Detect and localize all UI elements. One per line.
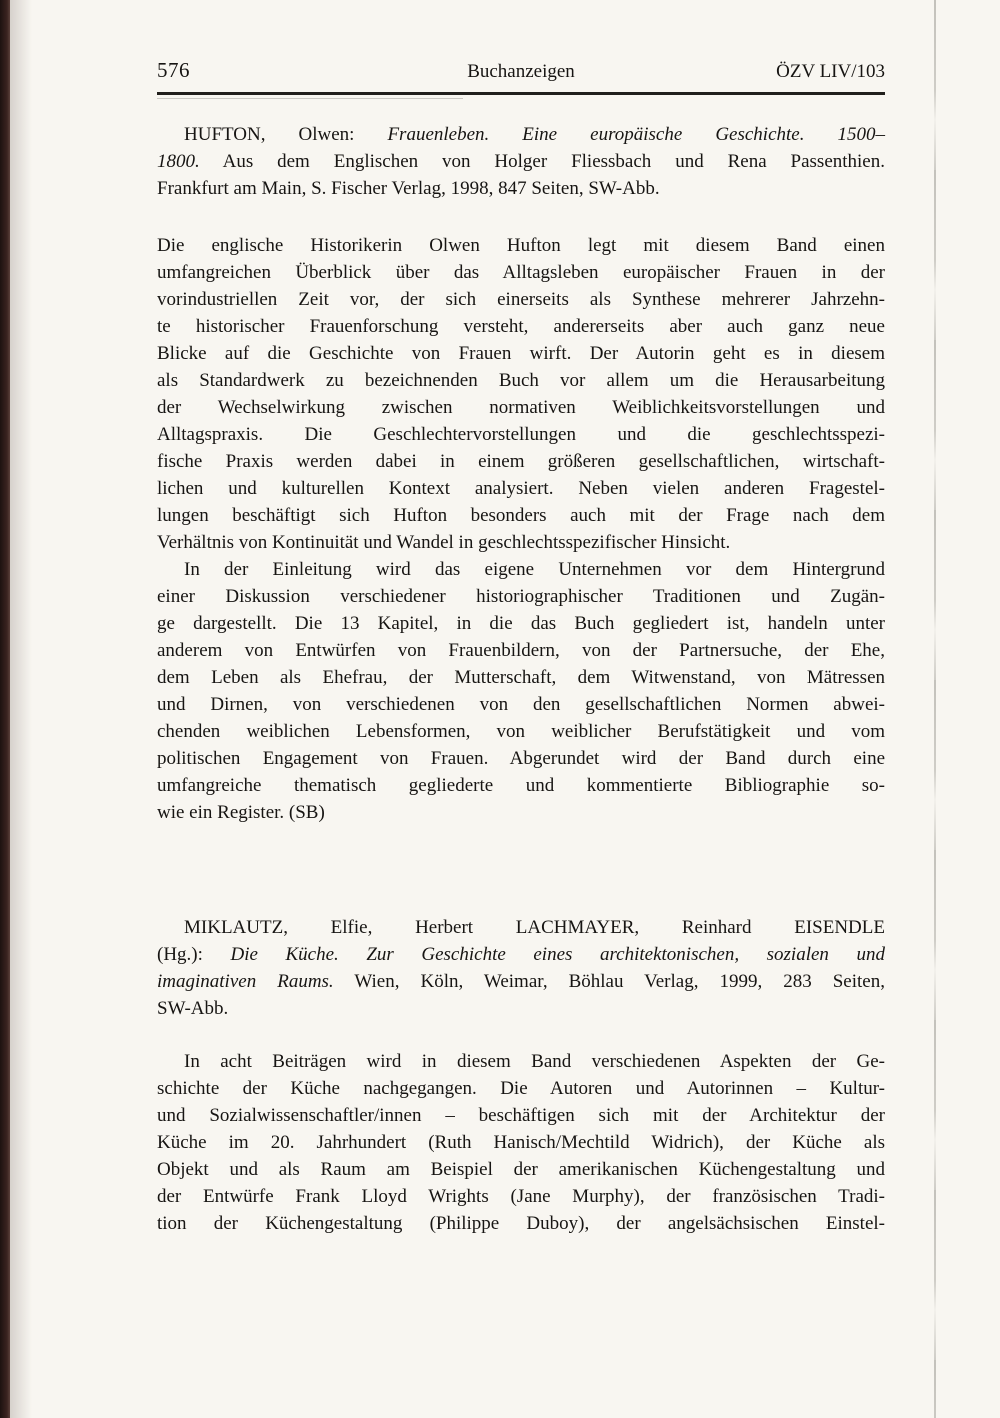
citation-line [157, 941, 885, 968]
book-spine-edge [0, 0, 10, 1418]
header-rule-scan-echo [157, 98, 463, 99]
citation-book-title-italic: Die Küche. Zur Geschichte eines architektonischen, sozialen und [230, 944, 885, 965]
citation-publisher-text: Wien, Köln, Weimar, Böhlau Verlag, 1999, 283 Seiten, [333, 971, 885, 992]
citation-author-text: (Hg.): [157, 944, 231, 965]
text-line: vorindustriellen Zeit vor, der sich einerseits als Synthese mehrerer Jahrzehn- [157, 289, 885, 310]
text-line: tion der Küchengestaltung (Philippe Duboy), der angelsächsischen Einstel- [157, 1213, 885, 1234]
citation-book-title-italic: 1800. [157, 151, 200, 172]
running-title: Buchanzeigen [467, 61, 575, 82]
running-header [157, 58, 885, 83]
text-line: lungen beschäftigt sich Hufton besonders auch mit der Frage nach dem [157, 505, 885, 526]
text-line: umfangreichen Überblick über das Alltagsleben europäischer Frauen in der [157, 262, 885, 283]
citation-publisher-text: Aus dem Englischen von Holger Fliessbach und Rena Passenthien. [199, 151, 885, 172]
text-line: einer Diskussion verschiedener historiographischer Traditionen und Zugän- [157, 586, 885, 607]
citation-author-text: HUFTON, Olwen: [184, 124, 388, 145]
citation-line [157, 175, 885, 202]
text-line: und Dirnen, von verschiedenen von den gesellschaftlichen Normen abwei- [157, 694, 885, 715]
text-line: politischen Engagement von Frauen. Abgerundet wird der Band durch eine [157, 748, 885, 769]
text-line: dem Leben als Ehefrau, der Mutterschaft, dem Witwenstand, von Mätressen [157, 667, 885, 688]
citation-block [157, 121, 885, 202]
text-line: als Standardwerk zu bezeichnenden Buch vor allem um die Herausarbeitung [157, 370, 885, 391]
text-line: Die englische Historikerin Olwen Hufton legt mit diesem Band einen [157, 235, 885, 256]
citation-book-title-italic: Frauenleben. Eine europäische Geschichte. 1500– [387, 124, 885, 145]
text-line: Verhältnis von Kontinuität und Wandel in geschlechtsspezifischer Hinsicht. [157, 532, 731, 553]
book-review-entry-hufton [157, 121, 885, 826]
text-line: umfangreiche thematisch gegliederte und kommentierte Bibliographie so- [157, 775, 885, 796]
citation-line [157, 968, 885, 995]
review-paragraph [157, 1048, 885, 1237]
text-line: In der Einleitung wird das eigene Unternehmen vor dem Hintergrund [184, 559, 885, 580]
citation-line [157, 995, 885, 1022]
scan-artifact-line [934, 0, 936, 1418]
book-review-entry-miklautz [157, 914, 885, 1237]
citation-line [157, 914, 885, 941]
text-line: fische Praxis werden dabei in einem größeren gesellschaftlichen, wirtschaft- [157, 451, 885, 472]
review-paragraph [157, 232, 885, 556]
citation-block [157, 914, 885, 1022]
page-number: 576 [157, 58, 190, 82]
citation-author-text: MIKLAUTZ, Elfie, Herbert LACHMAYER, Reinhard EISENDLE [184, 917, 885, 938]
page-content [157, 58, 885, 1237]
header-rule [157, 92, 885, 95]
text-line: der Entwürfe Frank Lloyd Wrights (Jane Murphy), der französischen Tradi- [157, 1186, 885, 1207]
review-paragraph [157, 556, 885, 826]
text-line: anderem von Entwürfen von Frauenbildern, von der Partnersuche, der Ehe, [157, 640, 885, 661]
text-line: Küche im 20. Jahrhundert (Ruth Hanisch/Mechtild Widrich), der Küche als [157, 1132, 885, 1153]
citation-publisher-text: SW-Abb. [157, 998, 229, 1019]
text-line: ge dargestellt. Die 13 Kapitel, in die das Buch gegliedert ist, handeln unter [157, 613, 885, 634]
text-line: Blicke auf die Geschichte von Frauen wirft. Der Autorin geht es in diesem [157, 343, 885, 364]
spine-shadow [10, 0, 32, 1418]
text-line: In acht Beiträgen wird in diesem Band verschiedenen Aspekten der Ge- [184, 1051, 885, 1072]
text-line: und Sozialwissenschaftler/innen – beschäftigen sich mit der Architektur der [157, 1105, 885, 1126]
text-line: lichen und kulturellen Kontext analysiert. Neben vielen anderen Fragestel- [157, 478, 885, 499]
text-line: wie ein Register. (SB) [157, 802, 325, 823]
text-line: der Wechselwirkung zwischen normativen Weiblichkeitsvorstellungen und [157, 397, 885, 418]
text-line: te historischer Frauenforschung versteht, andererseits aber auch ganz neue [157, 316, 885, 337]
text-line: chenden weiblichen Lebensformen, von weiblicher Berufstätigkeit und vom [157, 721, 885, 742]
journal-issue: ÖZV LIV/103 [776, 61, 886, 82]
text-line: Alltagspraxis. Die Geschlechtervorstellungen und die geschlechtsspezi- [157, 424, 885, 445]
text-line: schichte der Küche nachgegangen. Die Autoren und Autorinnen – Kultur- [157, 1078, 885, 1099]
citation-line [157, 121, 885, 148]
text-line: Objekt und als Raum am Beispiel der amerikanischen Küchengestaltung und [157, 1159, 885, 1180]
citation-publisher-text: Frankfurt am Main, S. Fischer Verlag, 1998, 847 Seiten, SW-Abb. [157, 178, 660, 199]
citation-book-title-italic: imaginativen Raums. [157, 971, 334, 992]
citation-line [157, 148, 885, 175]
